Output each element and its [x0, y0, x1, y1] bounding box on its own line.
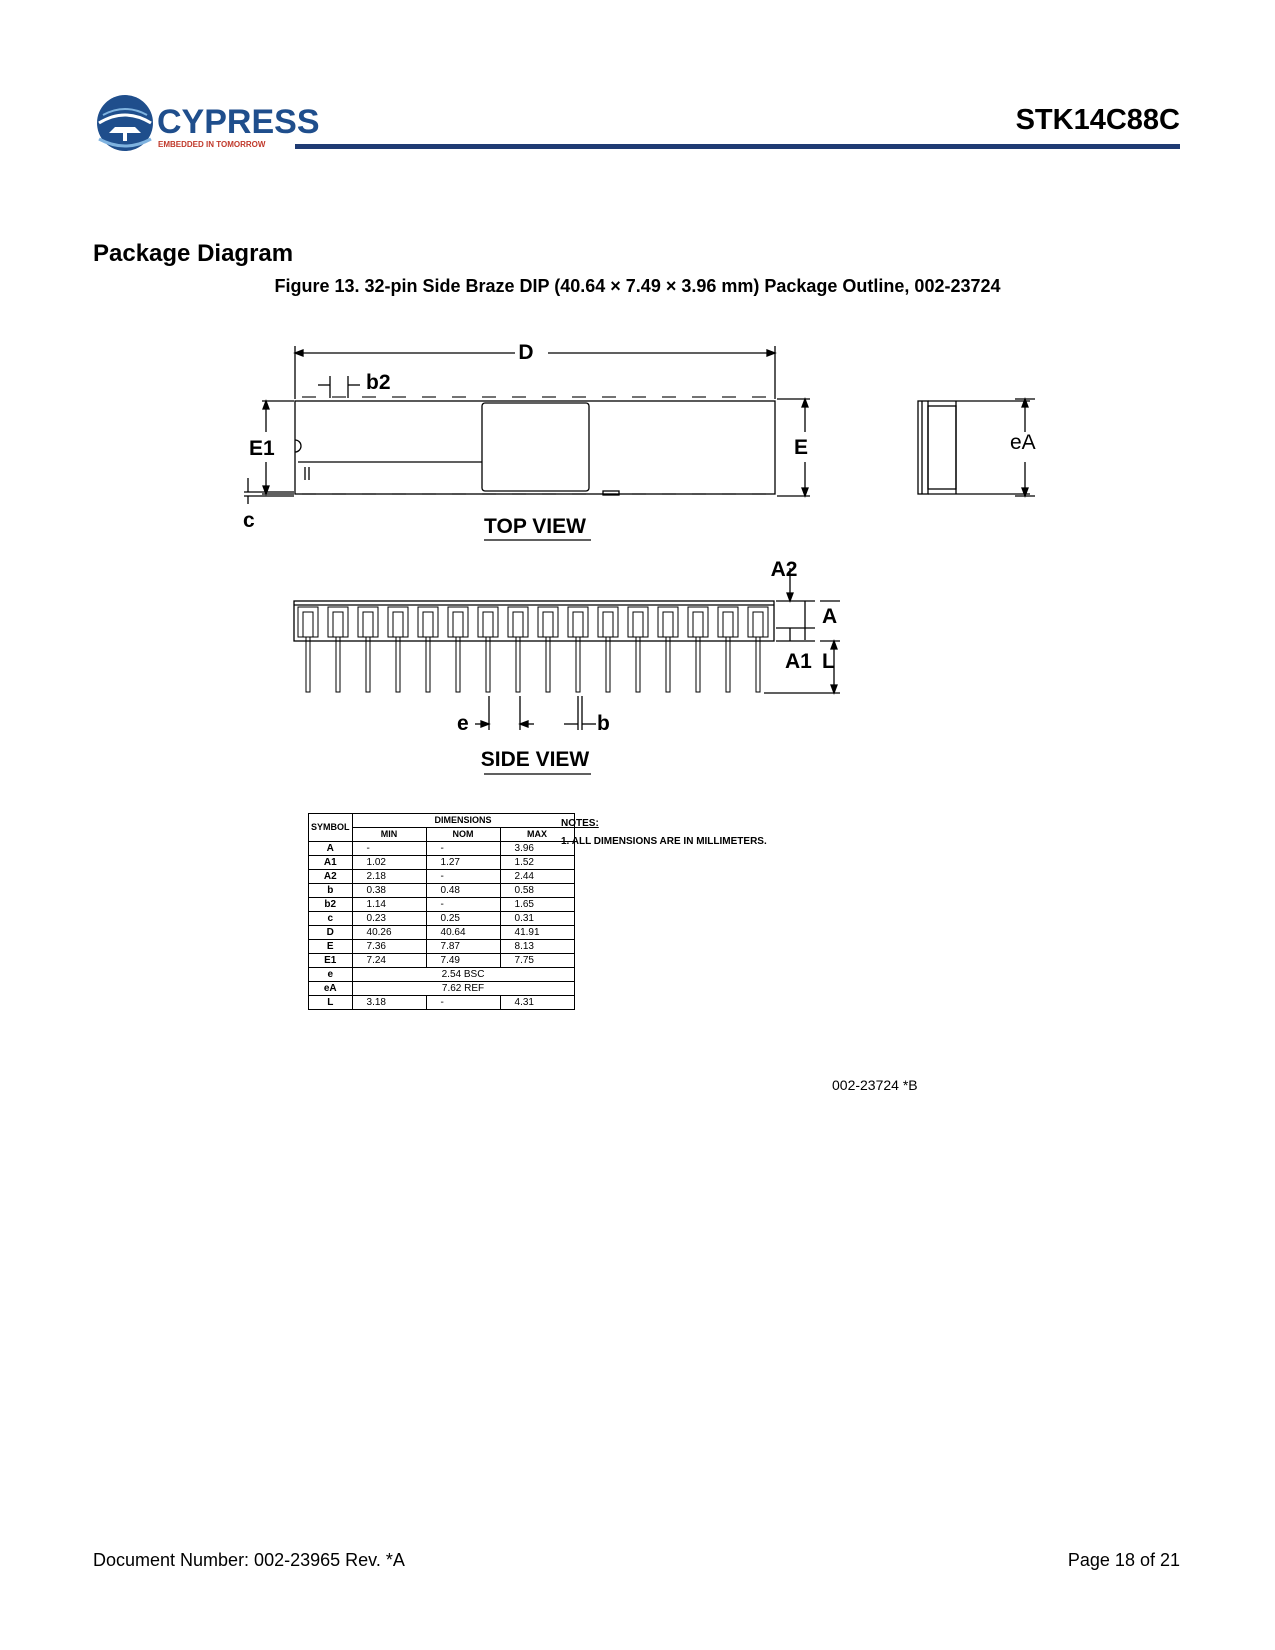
- side-pin-inner: [513, 612, 523, 637]
- side-pin-lead: [726, 637, 730, 692]
- side-pin-inner: [663, 612, 673, 637]
- nom-cell: 40.64: [426, 926, 500, 940]
- max-cell: 41.91: [500, 926, 574, 940]
- min-cell: 7.36: [352, 940, 426, 954]
- max-cell: 2.44: [500, 870, 574, 884]
- min-cell: 0.38: [352, 884, 426, 898]
- table-row: [309, 898, 575, 912]
- symbol-cell: c: [309, 912, 353, 926]
- dimensions-header: DIMENSIONS: [352, 814, 574, 828]
- label-E1: E1: [249, 437, 275, 460]
- svg-text:CYPRESS: CYPRESS: [157, 103, 320, 141]
- label-b2: b2: [366, 371, 391, 394]
- side-pin-lead: [456, 637, 460, 692]
- symbol-cell: A2: [309, 870, 353, 884]
- symbol-cell: b: [309, 884, 353, 898]
- label-top-view: TOP VIEW: [484, 515, 586, 538]
- nom-cell: 0.48: [426, 884, 500, 898]
- page-number: Page 18 of 21: [1067, 1550, 1180, 1570]
- label-A1: A1: [785, 650, 812, 673]
- max-cell: 7.75: [500, 954, 574, 968]
- table-row: [309, 954, 575, 968]
- side-pin-inner: [723, 612, 733, 637]
- side-pin-lead: [516, 637, 520, 692]
- min-cell: 40.26: [352, 926, 426, 940]
- min-cell: 3.18: [352, 996, 426, 1010]
- table-row: [309, 968, 575, 982]
- symbol-header: SYMBOL: [309, 814, 353, 842]
- notes-title: NOTES:: [561, 818, 599, 829]
- side-pin-lead: [366, 637, 370, 692]
- side-pin-lead: [336, 637, 340, 692]
- table-row: [309, 940, 575, 954]
- symbol-cell: eA: [309, 982, 353, 996]
- max-cell: 0.58: [500, 884, 574, 898]
- figure-caption: Figure 13. 32-pin Side Braze DIP (40.64 × 7.49 × 3.96 mm) Package Outline, 002-23724: [274, 276, 1001, 296]
- max-cell: 1.65: [500, 898, 574, 912]
- table-row: [309, 982, 575, 996]
- nom-cell: -: [426, 870, 500, 884]
- label-b: b: [597, 712, 610, 735]
- symbol-cell: L: [309, 996, 353, 1010]
- max-cell: 3.96: [500, 842, 574, 856]
- label-e: e: [457, 712, 469, 735]
- min-cell: 1.02: [352, 856, 426, 870]
- nom-cell: 1.27: [426, 856, 500, 870]
- symbol-cell: b2: [309, 898, 353, 912]
- min-cell: -: [352, 842, 426, 856]
- nom-cell: 7.49: [426, 954, 500, 968]
- table-row: [309, 912, 575, 926]
- nom-cell: -: [426, 898, 500, 912]
- side-pin-lead: [636, 637, 640, 692]
- symbol-cell: A1: [309, 856, 353, 870]
- side-pin-inner: [483, 612, 493, 637]
- side-pin-inner: [753, 612, 763, 637]
- side-pin-inner: [333, 612, 343, 637]
- nom-header: NOM: [426, 828, 500, 842]
- side-pin-inner: [393, 612, 403, 637]
- label-L: L: [822, 650, 835, 673]
- table-row: [309, 996, 575, 1010]
- label-E: E: [794, 436, 809, 459]
- span-cell: 2.54 BSC: [352, 968, 574, 982]
- side-pin-lead: [306, 637, 310, 692]
- side-pin-lead: [546, 637, 550, 692]
- side-pin-inner: [423, 612, 433, 637]
- section-title: Package Diagram: [93, 240, 294, 267]
- side-pin-inner: [543, 612, 553, 637]
- min-cell: 0.23: [352, 912, 426, 926]
- span-cell: 7.62 REF: [352, 982, 574, 996]
- symbol-cell: e: [309, 968, 353, 982]
- side-pin-lead: [426, 637, 430, 692]
- table-row: [309, 856, 575, 870]
- min-cell: 1.14: [352, 898, 426, 912]
- svg-text:EMBEDDED IN TOMORROW: EMBEDDED IN TOMORROW: [158, 140, 266, 149]
- max-cell: 0.31: [500, 912, 574, 926]
- side-pin-lead: [606, 637, 610, 692]
- symbol-cell: D: [309, 926, 353, 940]
- document-number: Document Number: 002-23965 Rev. *A: [93, 1550, 405, 1570]
- side-pin-lead: [486, 637, 490, 692]
- max-header: MAX: [500, 828, 574, 842]
- side-pin-lead: [576, 637, 580, 692]
- label-D: D: [518, 341, 534, 364]
- table-row: [309, 842, 575, 856]
- part-number: STK14C88C: [1015, 104, 1180, 136]
- table-row: [309, 884, 575, 898]
- symbol-cell: E: [309, 940, 353, 954]
- drawing-id: 002-23724 *B: [832, 1077, 918, 1093]
- label-A: A: [822, 605, 838, 628]
- side-pin-inner: [603, 612, 613, 637]
- dimensions-table: [308, 813, 575, 1010]
- min-cell: 7.24: [352, 954, 426, 968]
- symbol-cell: A: [309, 842, 353, 856]
- side-pin-inner: [303, 612, 313, 637]
- notes-item: 1. ALL DIMENSIONS ARE IN MILLIMETERS.: [561, 836, 767, 847]
- side-pin-inner: [453, 612, 463, 637]
- nom-cell: 7.87: [426, 940, 500, 954]
- side-pin-lead: [396, 637, 400, 692]
- nom-cell: -: [426, 842, 500, 856]
- label-A2: A2: [770, 558, 798, 581]
- nom-cell: -: [426, 996, 500, 1010]
- table-row: [309, 926, 575, 940]
- side-pin-inner: [693, 612, 703, 637]
- side-pin-lead: [756, 637, 760, 692]
- label-c: c: [243, 509, 255, 532]
- table-row: [309, 870, 575, 884]
- min-header: MIN: [352, 828, 426, 842]
- side-pin-inner: [573, 612, 583, 637]
- side-pin-lead: [666, 637, 670, 692]
- nom-cell: 0.25: [426, 912, 500, 926]
- symbol-cell: E1: [309, 954, 353, 968]
- label-eA: eA: [1010, 431, 1036, 454]
- max-cell: 4.31: [500, 996, 574, 1010]
- label-side-view: SIDE VIEW: [480, 748, 590, 771]
- side-pin-lead: [696, 637, 700, 692]
- side-pin-inner: [363, 612, 373, 637]
- max-cell: 1.52: [500, 856, 574, 870]
- min-cell: 2.18: [352, 870, 426, 884]
- max-cell: 8.13: [500, 940, 574, 954]
- side-pin-inner: [633, 612, 643, 637]
